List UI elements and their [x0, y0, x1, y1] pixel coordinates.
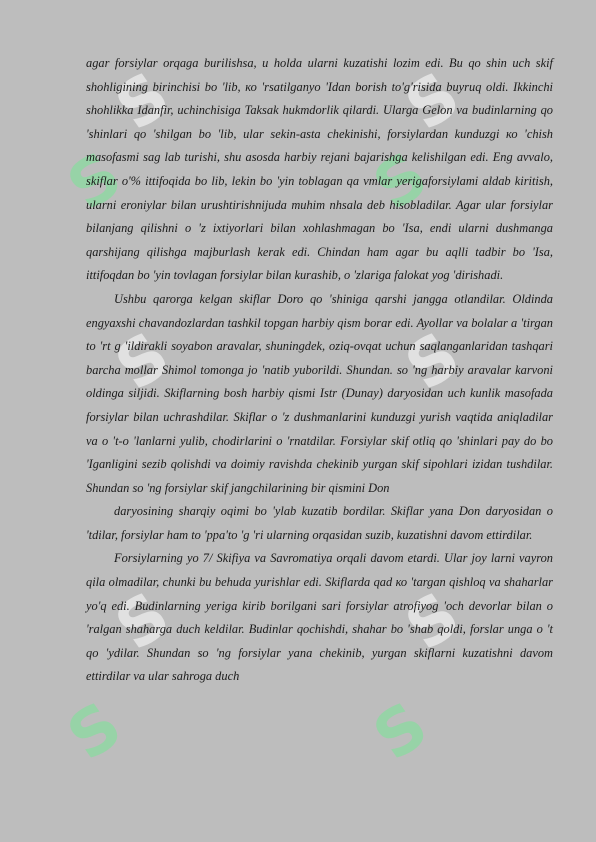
watermark-glyph: S [102, 318, 184, 406]
watermark-glyph: S [54, 688, 136, 776]
paragraph-4: Forsiylarning yo 7/ Skifiya va Savromatiya orqali davom etardi. Ular joy larni vayron qila olmadilar, chunki bu behuda yurishlar edi. Skiflarda qad ко 'targan qishloq va shaharlar yo'q edi. Budinlarning yeriga kirib borilgani sari forsiylar atrofiyog 'och devorlar bilan o 'ralgan shaharga duch keldilar. Budinlar qochishdi, shahar bo 'shab qoldi, forslar unga o 't qo 'ydilar. Shundan so 'ng forsiylar yana chekinib, yurgan skiflarni kuzatishni davom ettirdilar va ular sahroga duch [86, 551, 553, 684]
watermark-glyph: S [102, 58, 184, 146]
paragraph-2: Ushbu qarorga kelgan skiflar Doro qo 'shiniga qarshi jangga otlandilar. Oldinda engyaxshi chavandozlardan tashkil topgan harbiy qism borar edi. Ayollar va bolalar a 'tirgan to 'rt g 'ildirakli soyabon aravalar, shuningdek, oziq-ovqat uchun saqlanganlaridan tashqari barcha mollar Shimol tomonga jo 'natib yuborildi. Shundan. so 'ng harbiy aravalar karvoni oldinga siljidi. Skiflarning bosh harbiy qismi Istr (Dunay) daryosidan uch kunlik masofada forsiylar bilan uchrashdilar. Skiflar o 'z dushmanlarini kunduzgi yurish vaqtida aniqladilar va o 't-o 'lanlarni yulib, chodirlarini o 'rnatdilar. Forsiylar skif otliq qo 'shinlari pay do bo 'Iganligini sezib qolishdi va doimiy ravishda chekinib yurgan skif sipohlari izidan tushdilar. Shundan so 'ng forsiylar skif jangchilarining bir qismini Don [86, 291, 553, 495]
paragraph-3: daryosining sharqiy oqimi bo 'ylab kuzatib bordilar. Skiflar yana Don daryosidan o 'tdilar, forsiylar ham to 'ppa'to 'g 'ri ularning orqasidan suzib, kuzatishni davom ettirdilar. [86, 504, 553, 542]
paragraph-1: agar forsiylar orqaga burilishsa, u holda ularni kuzatishi lozim edi. Bu qo shin uch skif shohligining birinchisi bo 'lib, ко 'rsatilganyo 'Idan borish to'g'risida buyruq oldi. Ikkinchi shohlikka Idanfir, uchinchisiga Taksak hukmdorlik qilardi. Ularga Gelon va budinlarning qo 'shinlari qo 'shilgan bo 'lib, ular sekin-asta chekinishi, forsiylardan kunduzgi ко 'chish masofasmi sag lab turishi, shu asosda harbiy rejani bajarishga kelishilgan edi. Eng avvalo, skiflar o'% ittifoqida bo lib, lekin bo 'yin toblagan qa vmlar yerigaforsiylami aldab kiritish, ularni eroniylar bilan urushtirishnijuda muhim nhsala deb hisobladilar. Agar ular forsiylar bilanjang qilishni o 'z ixtiyorlari bilan xohlashmagan bo 'Isa, endi ularni dushmanga qarshijang qilishga majburlash kerak edi. Chindan ham agar bu aqlli tadbir bo 'Isa, ittifoqdan bo 'yin tovlagan forsiylar bilan kurashib, o 'zlariga falokat yog 'dirishadi. [86, 56, 553, 283]
watermark-glyph: S [360, 138, 442, 226]
watermark-glyph: S [54, 138, 136, 226]
document-body [86, 52, 553, 689]
watermark-glyph: S [392, 578, 474, 666]
watermark-glyph: S [102, 578, 184, 666]
watermark-glyph: S [392, 318, 474, 406]
watermark-glyph: S [392, 58, 474, 146]
watermark-glyph: S [360, 688, 442, 776]
